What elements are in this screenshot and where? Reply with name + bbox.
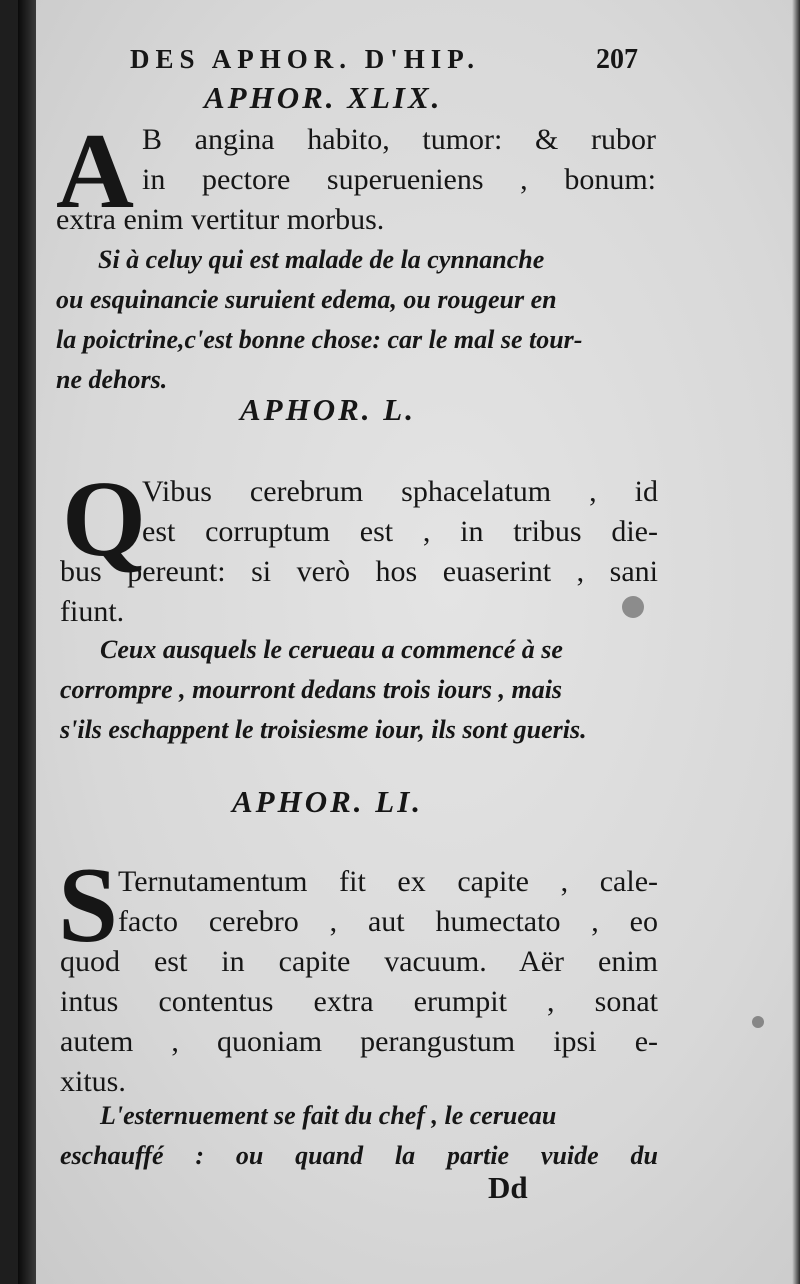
page-gutter xyxy=(18,0,36,1284)
drop-cap: Q xyxy=(62,460,147,579)
text-line: s'ils eschappent le troisiesme iour, ils sont gueris. xyxy=(60,715,587,744)
text-line: la poictrine,c'est bonne chose: car le mal se tour- xyxy=(56,325,583,354)
text-line: autem , quoniam perangustum ipsi e- xyxy=(60,1025,658,1058)
text-line: eschauffé : ou quand la partie vuide du xyxy=(60,1141,658,1170)
french-text xyxy=(60,1096,658,1176)
text-line: ne dehors. xyxy=(56,365,168,394)
text-line: L'esternuement se fait du chef , le cerueau xyxy=(100,1101,557,1130)
aphorism-heading: APHOR. L. xyxy=(240,392,416,427)
latin-text xyxy=(60,862,658,1102)
text-line: intus contentus extra erumpit , sonat xyxy=(60,985,658,1018)
french-text xyxy=(56,240,656,400)
latin-text xyxy=(60,472,658,632)
book-page xyxy=(18,0,800,1284)
text-line: quod est in capite vacuum. Aër enim xyxy=(60,945,658,978)
drop-cap: A xyxy=(56,112,134,231)
ink-spot xyxy=(752,1016,764,1028)
running-head-title: DES APHOR. D'HIP. xyxy=(130,44,481,74)
latin-text xyxy=(56,112,656,240)
text-line: Ceux ausquels le cerueau a commencé à se xyxy=(100,635,563,664)
text-line: corrompre , mourront dedans trois iours , mais xyxy=(60,675,563,704)
page-edge xyxy=(792,0,800,1284)
text-line: bus pereunt: si verò hos euaserint , sani xyxy=(60,555,658,588)
text-line: xitus. xyxy=(60,1065,126,1098)
french-text xyxy=(60,630,658,750)
text-line: est corruptum est , in tribus die- xyxy=(142,515,658,548)
text-line: Si à celuy qui est malade de la cynnanche xyxy=(98,245,545,274)
text-line: facto cerebro , aut humectato , eo xyxy=(118,905,658,938)
text-line: in pectore superueniens , bonum: xyxy=(142,163,656,196)
text-line: Ternutamentum fit ex capite , cale- xyxy=(118,865,658,898)
aphorism-heading: APHOR. XLIX. xyxy=(204,80,443,115)
drop-cap: S xyxy=(58,846,119,965)
signature-mark: Dd xyxy=(488,1170,528,1205)
aphorism-heading: APHOR. LI. xyxy=(232,784,424,819)
text-line: ou esquinancie suruient edema, ou rougeur en xyxy=(56,285,557,314)
ink-spot xyxy=(622,596,644,618)
text-line: extra enim vertitur morbus. xyxy=(56,203,385,236)
text-line: B angina habito, tumor: & rubor xyxy=(142,123,656,156)
page-number: 207 xyxy=(596,44,638,75)
text-line: Vibus cerebrum sphacelatum , id xyxy=(142,475,658,508)
text-line: fiunt. xyxy=(60,595,125,628)
